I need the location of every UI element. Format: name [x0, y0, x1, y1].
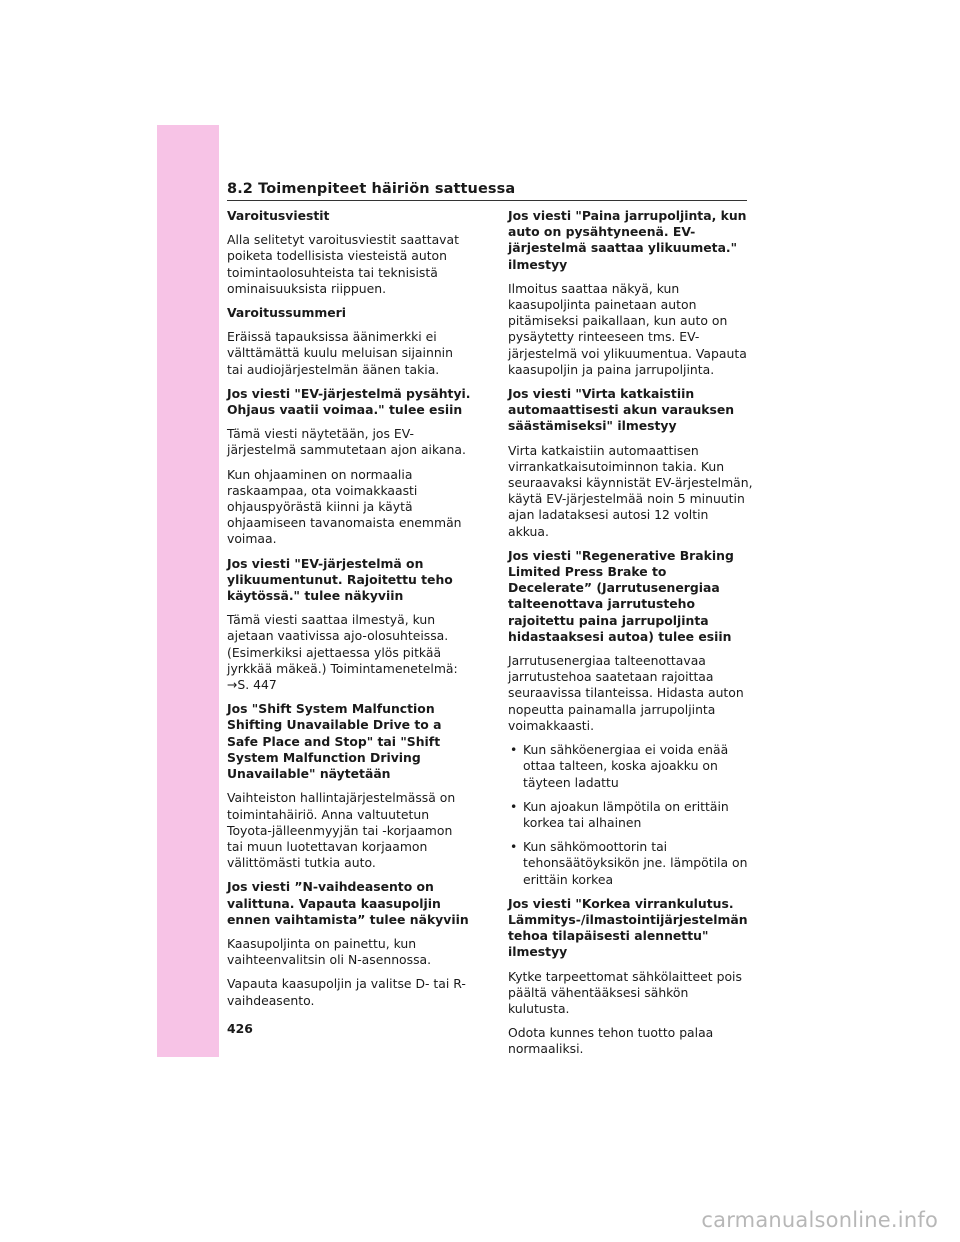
paragraph: Kytke tarpeettomat sähkölaitteet pois päältä vähentääksesi sähkön kulutusta.: [508, 968, 742, 1016]
watermark: carmanualsonline.info: [701, 1208, 938, 1232]
paragraph: Kaasupoljinta on painettu, kun vaihteenvalitsin oli N-asennossa.: [227, 935, 432, 968]
section-title: 8.2 Toimenpiteet häiriön sattuessa: [227, 181, 516, 197]
section-header: [227, 178, 747, 201]
paragraph: Alla selitetyt varoitusviestit saattavat poiketa todellisista viesteistä auton toimintaolosuhteista tai teknisistä ominaisuuksista riippuen.: [227, 232, 459, 296]
heading-ev-system-stopped: Jos viesti "EV-järjestelmä pysähtyi. Ohjaus vaatii voimaa." tulee esiin: [227, 385, 471, 418]
paragraph: Vapauta kaasupoljin ja valitse D- tai R-vaihdeasento.: [227, 976, 466, 1008]
heading-shift-system-malfunction: Jos "Shift System Malfunction Shifting Unavailable Drive to a Safe Place and Stop" tai "Shift System Malfunction Driving Unavailable" näytetään: [227, 701, 442, 782]
heading-high-power-consumption: Jos viesti "Korkea virrankulutus. Lämmitys-/ilmastointijärjestelmän tehoa tilapäisesti alennettu" ilmestyy: [508, 895, 748, 960]
heading-n-position-selected: Jos viesti ”N-vaihdeasento on valittuna. Vapauta kaasupoljin ennen vaihtamista” tulee näkyviin: [227, 879, 469, 927]
heading-press-brake-pedal: Jos viesti "Paina jarrupoljinta, kun auto on pysähtyneenä. EV-järjestelmä saattaa ylikuumeta." ilmestyy: [508, 208, 747, 272]
page-number: 426: [227, 1021, 253, 1036]
list-item: • Kun sähkömoottorin tai tehonsäätöyksikön jne. lämpötila on erittäin korkea: [508, 839, 753, 888]
right-column: [508, 208, 753, 1066]
paragraph: Kun ohjaaminen on normaalia raskaampaa, ota voimakkaasti ohjauspyörästä kiinni ja käytä ohjaamiseen tavanomaista enemmän voimaa.: [227, 466, 462, 547]
bullet-list: [508, 742, 753, 888]
paragraph: Jarrutusenergiaa talteenottavaa jarrutustehoa saatetaan rajoittaa seuraavissa tilanteissa. Hidasta auton nopeutta painamalla jarrupoljinta voimakkaasti.: [508, 653, 744, 733]
heading-power-cut-automatically: Jos viesti "Virta katkaistiin automaattisesti akun varauksen säästämiseksi" ilmestyy: [508, 386, 735, 434]
list-item: • Kun ajoakun lämpötila on erittäin korkea tai alhainen: [508, 799, 753, 831]
paragraph: Vaihteiston hallintajärjestelmässä on toimintahäiriö. Anna valtuutetun Toyota-jälleenmyyjän tai -korjaamon tai muun luotettavan korjaamon välittömästi tutkia auto.: [227, 790, 456, 871]
heading-regenerative-braking-limited: Jos viesti "Regenerative Braking Limited Press Brake to Decelerate” (Jarrutusenergiaa talteenottava jarrutusteho rajoitettu paina jarrupoljinta hidastaaksesi autoa) tulee esiin: [508, 547, 734, 644]
heading-ev-system-overheated: Jos viesti "EV-järjestelmä on ylikuumentunut. Rajoitettu teho käytössä." tulee näkyviin: [227, 555, 453, 604]
paragraph: Ilmoitus saattaa näkyä, kun kaasupoljinta painetaan auton pitämiseksi paikallaan, kun auto on pysäytetty rinteeseen tms. EV-järjestelmä voi ylikuumentua. Vapauta kaasupoljin ja paina jarrupoljinta.: [508, 280, 747, 377]
paragraph: Odota kunnes tehon tuotto palaa normaaliksi.: [508, 1025, 714, 1057]
paragraph: Virta katkaistiin automaattisen virrankatkaisutoiminnon takia. Kun seuraavaksi käynnistät EV-ärjestelmän, käytä EV-järjestelmää noin 5 minuutin ajan ladataksesi autosi 12 voltin akkua.: [508, 442, 753, 539]
paragraph: Eräissä tapauksissa äänimerkki ei välttämättä kuulu meluisan sijainnin tai audiojärjestelmän äänen takia.: [227, 329, 453, 377]
paragraph: Tämä viesti näytetään, jos EV-järjestelmä sammutetaan ajon aikana.: [227, 426, 466, 458]
paragraph: Tämä viesti saattaa ilmestyä, kun ajetaan vaativissa ajo-olosuhteissa. (Esimerkiksi ajettaessa ylös pitkää jyrkkää mäkeä.) Toimintamenetelmä: →S. 447: [227, 612, 458, 693]
heading-warning-messages: Varoitusviestit: [227, 208, 330, 223]
heading-warning-buzzer: Varoitussummeri: [227, 305, 347, 321]
list-item: • Kun sähköenergiaa ei voida enää ottaa talteen, koska ajoakku on täyteen ladattu: [508, 742, 753, 791]
section-color-tab: [157, 125, 219, 1057]
left-column: [227, 208, 472, 1017]
